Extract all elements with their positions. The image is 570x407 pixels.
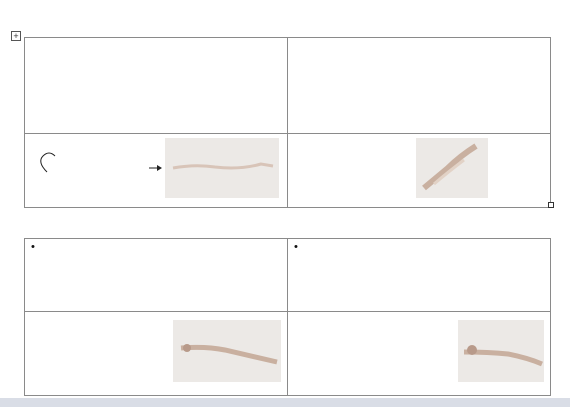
bullet-icon: • [31,241,35,253]
strand-diagram [25,134,287,202]
step-1-figures [25,134,288,208]
move-handle-icon[interactable]: + [11,31,21,41]
steps-table-bottom [24,238,551,396]
eight-bead-diagram [288,312,550,390]
bullet-icon: • [294,241,298,253]
step-1-cell [25,38,288,134]
six-bead-diagram [25,312,287,390]
eight-bead-cell [288,239,551,312]
six-bead-cell [25,239,288,312]
six-bead-figures [25,312,288,396]
resize-handle[interactable] [548,202,554,208]
step-1-text [25,38,287,42]
eight-bead-figures [288,312,551,396]
step-2-cell [288,38,551,134]
steps-table-top [24,37,551,208]
step-2-figures [288,134,551,208]
loop-diagram [288,134,550,202]
bottom-strip [0,398,570,407]
step-2-text [288,38,550,42]
